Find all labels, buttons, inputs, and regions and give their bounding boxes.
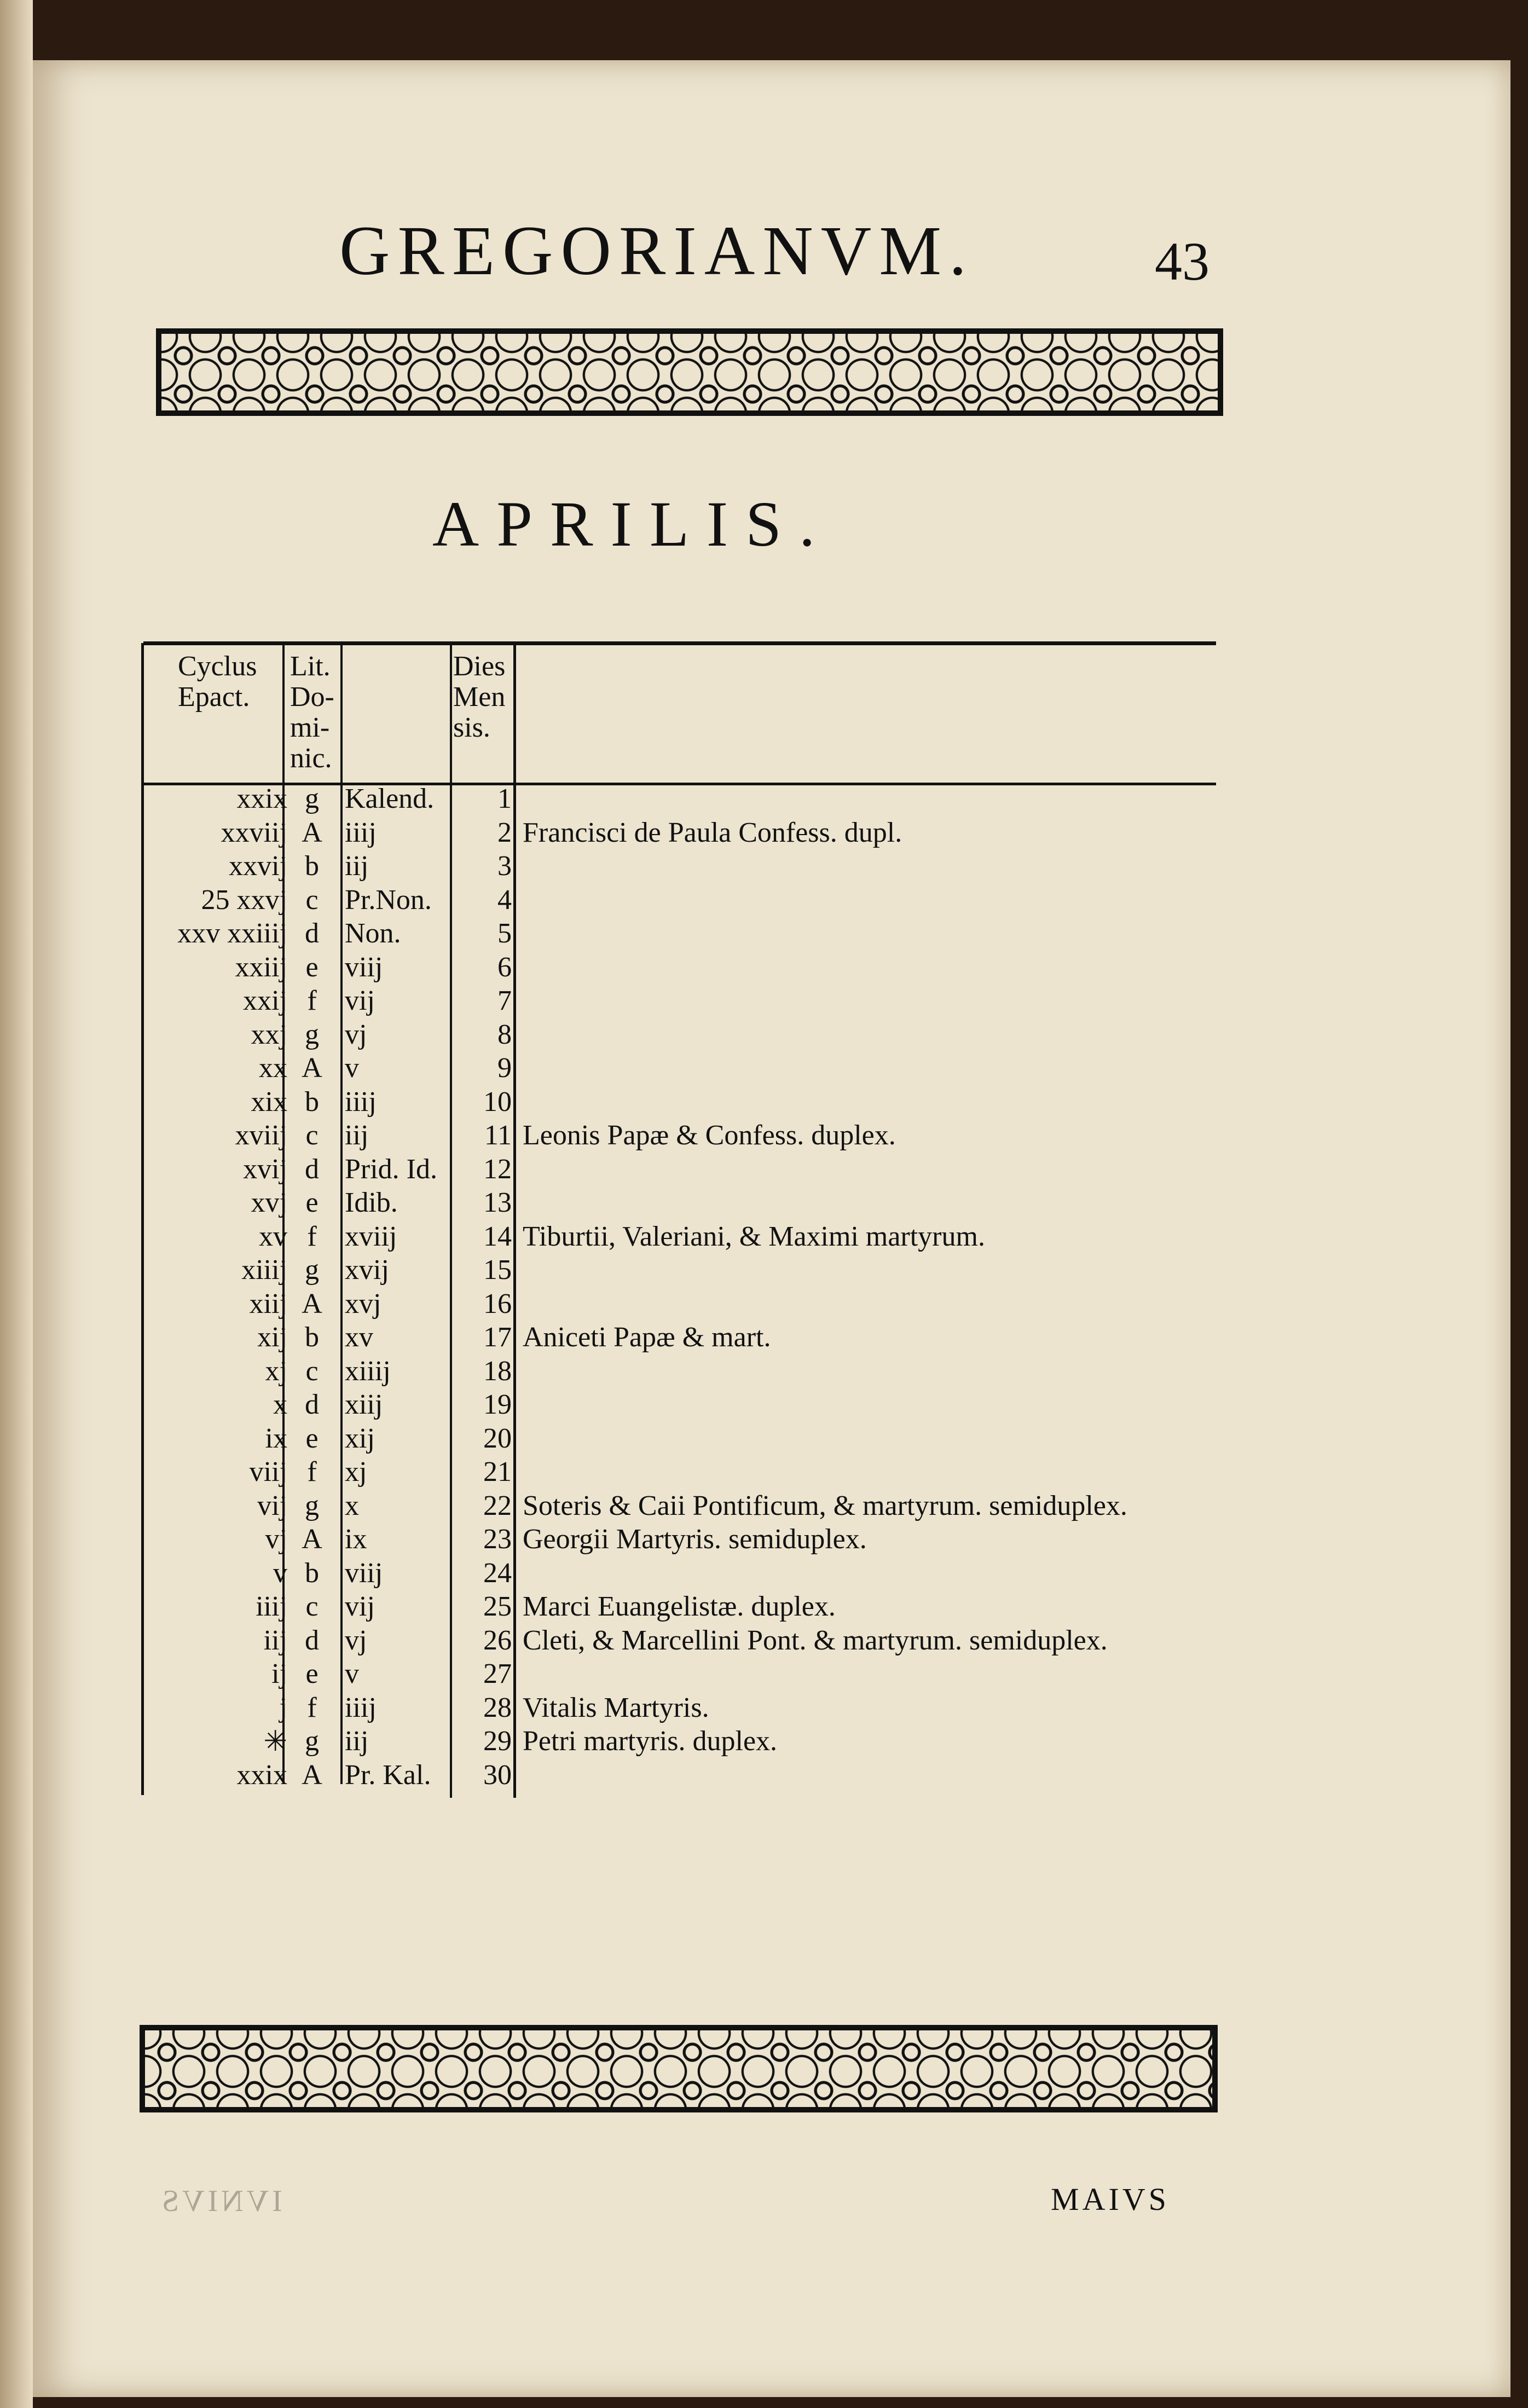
- table-row: [0, 1321, 1528, 1355]
- kalend-cell: Non.: [345, 918, 401, 949]
- epact-cell: xxv xxiiij: [177, 918, 287, 949]
- epact-cell: xv: [259, 1220, 287, 1252]
- kalend-cell: x: [345, 1490, 359, 1521]
- table-row: [0, 1422, 1528, 1456]
- table-row: [0, 917, 1528, 951]
- epact-cell: xix: [251, 1086, 287, 1118]
- epact-cell: iij: [263, 1624, 287, 1656]
- epact-cell: j: [279, 1692, 287, 1723]
- dominical-letter-cell: b: [305, 1557, 319, 1589]
- table-row: [0, 1590, 1528, 1624]
- kalend-cell: xj: [345, 1456, 367, 1487]
- table-row: [0, 1186, 1528, 1220]
- epact-cell: xx: [259, 1052, 287, 1084]
- day-number-cell: 8: [497, 1018, 512, 1050]
- kalend-cell: iij: [345, 850, 369, 882]
- kalend-cell: iij: [345, 1726, 369, 1757]
- epact-cell: xij: [257, 1322, 287, 1353]
- table-row: [0, 1086, 1528, 1120]
- table-row: [0, 1523, 1528, 1557]
- epact-cell: xj: [265, 1355, 287, 1387]
- dominical-letter-cell: A: [302, 1759, 322, 1791]
- epact-cell: xxix: [236, 783, 287, 814]
- kalend-cell: Pr.Non.: [345, 884, 432, 916]
- day-number-cell: 16: [483, 1288, 512, 1319]
- dominical-letter-cell: g: [305, 1726, 319, 1757]
- dominical-letter-cell: e: [305, 1187, 319, 1218]
- dominical-letter-cell: d: [305, 1624, 319, 1656]
- day-number-cell: 1: [497, 783, 512, 814]
- day-number-cell: 5: [497, 918, 512, 949]
- epact-cell: xiiij: [241, 1254, 287, 1286]
- table-row: [0, 1119, 1528, 1153]
- day-number-cell: 18: [483, 1355, 512, 1387]
- epact-cell: vij: [257, 1490, 287, 1521]
- table-row: [0, 1254, 1528, 1288]
- dominical-letter-cell: b: [305, 850, 319, 882]
- day-number-cell: 19: [483, 1389, 512, 1420]
- feast-cell: Vitalis Martyris.: [523, 1692, 709, 1723]
- table-row: [0, 1355, 1528, 1389]
- dominical-letter-cell: g: [305, 1018, 319, 1050]
- day-number-cell: 29: [483, 1726, 512, 1757]
- dominical-letter-cell: d: [305, 918, 319, 949]
- kalend-cell: Kalend.: [345, 783, 435, 814]
- dominical-letter-cell: e: [305, 951, 319, 983]
- day-number-cell: 27: [483, 1658, 512, 1689]
- kalend-cell: iiij: [345, 1086, 377, 1118]
- dominical-letter-cell: A: [302, 817, 322, 848]
- day-number-cell: 26: [483, 1624, 512, 1656]
- kalend-cell: xvij: [345, 1254, 389, 1286]
- epact-cell: ix: [265, 1422, 287, 1454]
- dominical-letter-cell: c: [305, 1355, 319, 1387]
- epact-cell: 25 xxvj: [201, 884, 287, 916]
- kalend-cell: Idib.: [345, 1187, 398, 1218]
- kalend-cell: xvj: [345, 1288, 381, 1319]
- kalend-cell: xviij: [345, 1220, 397, 1252]
- feast-cell: Soteris & Caii Pontificum, & martyrum. semiduplex.: [523, 1490, 1127, 1521]
- day-number-cell: 6: [497, 951, 512, 983]
- epact-cell: x: [273, 1389, 287, 1420]
- day-number-cell: 30: [483, 1759, 512, 1791]
- table-row: [0, 1490, 1528, 1524]
- header-lit: Lit. Do- mi- nic.: [290, 651, 334, 774]
- bleed-through-text: IVNIVS: [159, 2184, 282, 2218]
- epact-cell: xxij: [243, 985, 287, 1016]
- day-number-cell: 2: [497, 817, 512, 848]
- epact-cell: viij: [249, 1456, 287, 1487]
- dominical-letter-cell: g: [305, 783, 319, 814]
- dominical-letter-cell: c: [305, 1120, 319, 1151]
- day-number-cell: 28: [483, 1692, 512, 1723]
- kalend-cell: xij: [345, 1422, 375, 1454]
- dominical-letter-cell: f: [307, 1692, 317, 1723]
- table-top-rule: [143, 641, 1216, 645]
- table-row: [0, 1624, 1528, 1658]
- day-number-cell: 21: [483, 1456, 512, 1487]
- day-number-cell: 14: [483, 1220, 512, 1252]
- feast-cell: Francisci de Paula Confess. dupl.: [523, 817, 902, 848]
- dominical-letter-cell: A: [302, 1052, 322, 1084]
- epact-cell: xxix: [236, 1759, 287, 1791]
- epact-cell: xxiij: [235, 951, 287, 983]
- day-number-cell: 4: [497, 884, 512, 916]
- kalend-cell: Pr. Kal.: [345, 1759, 431, 1791]
- kalend-cell: vj: [345, 1624, 367, 1656]
- day-number-cell: 22: [483, 1490, 512, 1521]
- running-header: GREGORIANVM.: [339, 212, 974, 290]
- epact-cell: xviij: [235, 1120, 287, 1151]
- epact-cell: xvj: [251, 1187, 287, 1218]
- table-row: [0, 1759, 1528, 1793]
- day-number-cell: 25: [483, 1591, 512, 1622]
- feast-cell: Aniceti Papæ & mart.: [523, 1322, 771, 1353]
- feast-cell: Leonis Papæ & Confess. duplex.: [523, 1120, 896, 1151]
- epact-cell: iiij: [256, 1591, 287, 1622]
- kalend-cell: vij: [345, 985, 375, 1016]
- kalend-cell: vij: [345, 1591, 375, 1622]
- ornament-band-bottom: [140, 2025, 1218, 2112]
- dominical-letter-cell: e: [305, 1658, 319, 1689]
- epact-cell: ij: [271, 1658, 287, 1689]
- dominical-letter-cell: A: [302, 1288, 322, 1319]
- table-row: [0, 850, 1528, 884]
- kalend-cell: Prid. Id.: [345, 1153, 437, 1185]
- day-number-cell: 23: [483, 1524, 512, 1555]
- day-number-cell: 20: [483, 1422, 512, 1454]
- day-number-cell: 24: [483, 1557, 512, 1589]
- epact-cell: ✳: [263, 1726, 287, 1757]
- dominical-letter-cell: b: [305, 1322, 319, 1353]
- table-row: [0, 1018, 1528, 1052]
- epact-cell: xxj: [251, 1018, 287, 1050]
- day-number-cell: 3: [497, 850, 512, 882]
- dominical-letter-cell: d: [305, 1153, 319, 1185]
- day-number-cell: 12: [483, 1153, 512, 1185]
- kalend-cell: v: [345, 1052, 359, 1084]
- feast-cell: Cleti, & Marcellini Pont. & martyrum. semiduplex.: [523, 1624, 1108, 1656]
- dominical-letter-cell: g: [305, 1490, 319, 1521]
- epact-cell: vj: [265, 1524, 287, 1555]
- day-number-cell: 15: [483, 1254, 512, 1286]
- table-row: [0, 1692, 1528, 1726]
- header-dies: Dies Men sis.: [453, 651, 506, 743]
- table-row: [0, 1052, 1528, 1086]
- epact-cell: xxvij: [229, 850, 287, 882]
- table-row: [0, 1153, 1528, 1187]
- epact-cell: xxviij: [221, 817, 287, 848]
- dominical-letter-cell: c: [305, 884, 319, 916]
- day-number-cell: 13: [483, 1187, 512, 1218]
- table-row: [0, 985, 1528, 1018]
- dominical-letter-cell: e: [305, 1422, 319, 1454]
- table-row: [0, 1288, 1528, 1322]
- table-row: [0, 1388, 1528, 1422]
- day-number-cell: 7: [497, 985, 512, 1016]
- page-number: 43: [1155, 231, 1209, 292]
- epact-cell: xiij: [249, 1288, 287, 1319]
- dominical-letter-cell: d: [305, 1389, 319, 1420]
- dominical-letter-cell: f: [307, 985, 317, 1016]
- kalend-cell: iiij: [345, 1692, 377, 1723]
- kalend-cell: xiiij: [345, 1355, 391, 1387]
- kalend-cell: xv: [345, 1322, 373, 1353]
- kalend-cell: vj: [345, 1018, 367, 1050]
- kalend-cell: xiij: [345, 1389, 383, 1420]
- dominical-letter-cell: f: [307, 1456, 317, 1487]
- day-number-cell: 11: [484, 1120, 512, 1151]
- kalend-cell: v: [345, 1658, 359, 1689]
- table-row: [0, 1725, 1528, 1759]
- table-row: [0, 951, 1528, 985]
- table-row: [0, 1658, 1528, 1692]
- feast-cell: Tiburtii, Valeriani, & Maximi martyrum.: [523, 1220, 985, 1252]
- table-row: [0, 783, 1528, 817]
- table-row: [0, 884, 1528, 918]
- dominical-letter-cell: c: [305, 1591, 319, 1622]
- dominical-letter-cell: g: [305, 1254, 319, 1286]
- epact-cell: v: [273, 1557, 287, 1589]
- dominical-letter-cell: b: [305, 1086, 319, 1118]
- kalend-cell: iiij: [345, 817, 377, 848]
- feast-cell: Georgii Martyris. semiduplex.: [523, 1524, 867, 1555]
- table-row: [0, 1557, 1528, 1591]
- day-number-cell: 17: [483, 1322, 512, 1353]
- feast-cell: Petri martyris. duplex.: [523, 1726, 778, 1757]
- epact-cell: xvij: [243, 1153, 287, 1185]
- month-title: APRILIS.: [432, 488, 833, 560]
- feast-cell: Marci Euangelistæ. duplex.: [523, 1591, 836, 1622]
- header-epact: Cyclus Epact.: [178, 651, 257, 713]
- kalend-cell: viij: [345, 951, 383, 983]
- table-row: [0, 1456, 1528, 1490]
- day-number-cell: 10: [483, 1086, 512, 1118]
- kalend-cell: viij: [345, 1557, 383, 1589]
- dominical-letter-cell: A: [302, 1524, 322, 1555]
- catchword: MAIVS: [1051, 2181, 1170, 2217]
- kalend-cell: iij: [345, 1120, 369, 1151]
- kalend-cell: ix: [345, 1524, 367, 1555]
- table-row: [0, 1220, 1528, 1254]
- table-row: [0, 817, 1528, 850]
- day-number-cell: 9: [497, 1052, 512, 1084]
- dominical-letter-cell: f: [307, 1220, 317, 1252]
